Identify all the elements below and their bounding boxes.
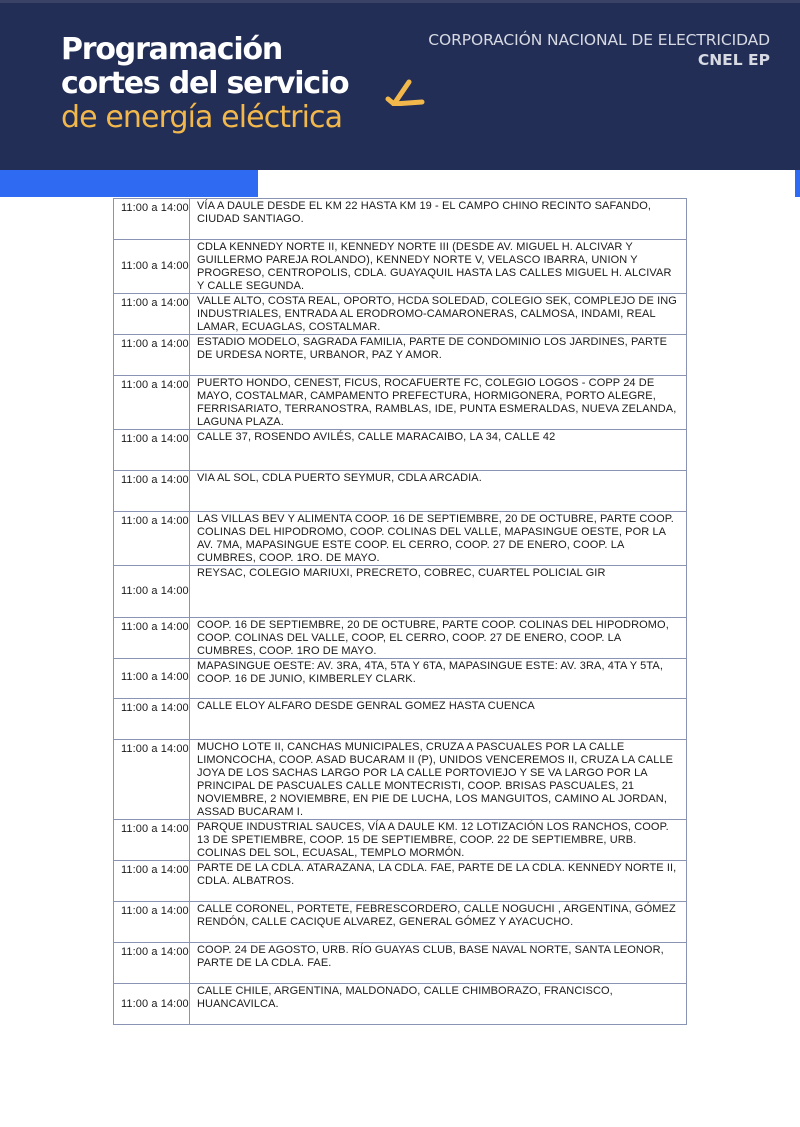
time-cell: 11:00 a 14:00 bbox=[114, 240, 190, 294]
table-row bbox=[114, 659, 687, 699]
time-cell: 11:00 a 14:00 bbox=[114, 861, 190, 902]
time-cell: 11:00 a 14:00 bbox=[114, 294, 190, 335]
table-row bbox=[114, 512, 687, 566]
table-row bbox=[114, 566, 687, 618]
table-row bbox=[114, 984, 687, 1025]
check-mark-icon bbox=[385, 76, 425, 106]
areas-cell: MAPASINGUE OESTE: AV. 3RA, 4TA, 5TA Y 6TA, MAPASINGUE ESTE: AV. 3RA, 4TA Y 5TA, COOP. 16 DE JUNIO, KIMBERLEY CLARK. bbox=[190, 659, 687, 699]
company-short-name: CNEL EP bbox=[697, 51, 770, 69]
areas-cell: ESTADIO MODELO, SAGRADA FAMILIA, PARTE DE CONDOMINIO LOS JARDINES, PARTE DE URDESA NORTE, URBANOR, PAZ Y AMOR. bbox=[190, 335, 687, 376]
time-cell: 11:00 a 14:00 bbox=[114, 659, 190, 699]
table-row bbox=[114, 471, 687, 512]
time-cell: 11:00 a 14:00 bbox=[114, 566, 190, 618]
title-line-2: cortes del servicio bbox=[61, 66, 349, 101]
areas-cell: VÍA A DAULE DESDE EL KM 22 HASTA KM 19 - EL CAMPO CHINO RECINTO SAFANDO, CIUDAD SANTIAGO. bbox=[190, 199, 687, 240]
areas-cell: COOP. 24 DE AGOSTO, URB. RÍO GUAYAS CLUB, BASE NAVAL NORTE, SANTA LEONOR, PARTE DE LA CDLA. FAE. bbox=[190, 943, 687, 984]
areas-cell: PUERTO HONDO, CENEST, FICUS, ROCAFUERTE FC, COLEGIO LOGOS - COPP 24 DE MAYO, COSTALMAR, CAMPAMENTO PREFECTURA, HORMIGONERA, PORTO ALEGRE, FERRISARIATO, TERRANOSTRA, RAMBLAS, IDE, PUNTA ESMERALDAS, NUEVA ZELANDA, LAGUNA PLAZA. bbox=[190, 376, 687, 430]
areas-cell: LAS VILLAS BEV Y ALIMENTA COOP. 16 DE SEPTIEMBRE, 20 DE OCTUBRE, PARTE COOP. COLINAS DEL HIPODROMO, COOP. COLINAS DEL VALLE, MAPASINGUE OESTE, POR LA AV. 7MA, MAPASINGUE ESTE COOP. EL CERRO, COOP. 27 DE ENERO, COOP. LA CUMBRES, COOP. 1RO. DE MAYO. bbox=[190, 512, 687, 566]
table-row bbox=[114, 861, 687, 902]
accent-bar-right bbox=[795, 170, 800, 197]
areas-cell: VALLE ALTO, COSTA REAL, OPORTO, HCDA SOLEDAD, COLEGIO SEK, COMPLEJO DE ING INDUSTRIALES, ENTRADA AL ERODROMO-CAMARONERAS, CALMOSA, INDAMI, REAL LAMAR, ECUAGLAS, COSTALMAR. bbox=[190, 294, 687, 335]
areas-cell: CALLE 37, ROSENDO AVILÉS, CALLE MARACAIBO, LA 34, CALLE 42 bbox=[190, 430, 687, 471]
time-cell: 11:00 a 14:00 bbox=[114, 618, 190, 659]
time-cell: 11:00 a 14:00 bbox=[114, 943, 190, 984]
areas-cell: COOP. 16 DE SEPTIEMBRE, 20 DE OCTUBRE, PARTE COOP. COLINAS DEL HIPODROMO, COOP. COLINAS DEL VALLE, COOP, EL CERRO, COOP. 27 DE ENERO, COOP. LA CUMBRES, COOP. 1RO DE MAYO. bbox=[190, 618, 687, 659]
time-cell: 11:00 a 14:00 bbox=[114, 984, 190, 1025]
time-cell: 11:00 a 14:00 bbox=[114, 740, 190, 820]
time-cell: 11:00 a 14:00 bbox=[114, 199, 190, 240]
outage-schedule-table bbox=[113, 198, 687, 1025]
table-row bbox=[114, 740, 687, 820]
company-name: CORPORACIÓN NACIONAL DE ELECTRICIDAD bbox=[428, 31, 770, 49]
time-cell: 11:00 a 14:00 bbox=[114, 376, 190, 430]
time-cell: 11:00 a 14:00 bbox=[114, 699, 190, 740]
areas-cell: REYSAC, COLEGIO MARIUXI, PRECRETO, COBREC, CUARTEL POLICIAL GIR bbox=[190, 566, 687, 618]
table-row bbox=[114, 199, 687, 240]
table-row bbox=[114, 430, 687, 471]
table-row bbox=[114, 618, 687, 659]
time-cell: 11:00 a 14:00 bbox=[114, 430, 190, 471]
table-row bbox=[114, 240, 687, 294]
page-title bbox=[61, 33, 441, 135]
table-row bbox=[114, 335, 687, 376]
table-row bbox=[114, 294, 687, 335]
table-row bbox=[114, 699, 687, 740]
title-line-3: de energía eléctrica bbox=[61, 100, 343, 135]
table-row bbox=[114, 943, 687, 984]
time-cell: 11:00 a 14:00 bbox=[114, 902, 190, 943]
header-banner bbox=[0, 0, 800, 170]
areas-cell: CALLE CORONEL, PORTETE, FEBRESCORDERO, CALLE NOGUCHI , ARGENTINA, GÓMEZ RENDÓN, CALLE CACIQUE ALVAREZ, GENERAL GÓMEZ Y AYACUCHO. bbox=[190, 902, 687, 943]
areas-cell: PARTE DE LA CDLA. ATARAZANA, LA CDLA. FAE, PARTE DE LA CDLA. KENNEDY NORTE II, CDLA. ALBATROS. bbox=[190, 861, 687, 902]
time-cell: 11:00 a 14:00 bbox=[114, 820, 190, 861]
areas-cell: CALLE CHILE, ARGENTINA, MALDONADO, CALLE CHIMBORAZO, FRANCISCO, HUANCAVILCA. bbox=[190, 984, 687, 1025]
accent-bar bbox=[0, 170, 258, 197]
table-row bbox=[114, 902, 687, 943]
areas-cell: VIA AL SOL, CDLA PUERTO SEYMUR, CDLA ARCADIA. bbox=[190, 471, 687, 512]
areas-cell: CALLE ELOY ALFARO DESDE GENRAL GOMEZ HASTA CUENCA bbox=[190, 699, 687, 740]
title-line-1: Programación bbox=[61, 32, 283, 67]
time-cell: 11:00 a 14:00 bbox=[114, 335, 190, 376]
areas-cell: CDLA KENNEDY NORTE II, KENNEDY NORTE III (DESDE AV. MIGUEL H. ALCIVAR Y GUILLERMO PAREJA ROLANDO), KENNEDY NORTE V, VELASCO IBARRA, UNION Y PROGRESO, CENTROPOLIS, CDLA. GUAYAQUIL HASTA LAS CALLES MIGUEL H. ALCIVAR Y CALLE SEGUNDA. bbox=[190, 240, 687, 294]
areas-cell: MUCHO LOTE II, CANCHAS MUNICIPALES, CRUZA A PASCUALES POR LA CALLE LIMONCOCHA, COOP. ASAD BUCARAM II (P), UNIDOS VENCEREMOS II, CRUZA LA CALLE JOYA DE LOS SACHAS LARGO POR LA CALLE PORTOVIEJO Y SE VA LARGO POR LA PRINCIPAL DE PASCUALES CALLE MONTECRISTI, COOP. BRISAS PASCUALES, 21 NOVIEMBRE, 2 NOVIEMBRE, EN PIE DE LUCHA, LOS MANGUITOS, CAMINO AL JORDAN, ASSAD BUCARAM I. bbox=[190, 740, 687, 820]
areas-cell: PARQUE INDUSTRIAL SAUCES, VÍA A DAULE KM. 12 LOTIZACIÓN LOS RANCHOS, COOP. 13 DE SPETIEMBRE, COOP. 15 DE SEPTIEMBRE, COOP. 22 DE SEPTIEMBRE, URB. COLINAS DEL SOL, ECUASAL, TEMPLO MORMÓN. bbox=[190, 820, 687, 861]
header-top-line bbox=[0, 0, 800, 3]
time-cell: 11:00 a 14:00 bbox=[114, 512, 190, 566]
table-row bbox=[114, 376, 687, 430]
table-row bbox=[114, 820, 687, 861]
time-cell: 11:00 a 14:00 bbox=[114, 471, 190, 512]
